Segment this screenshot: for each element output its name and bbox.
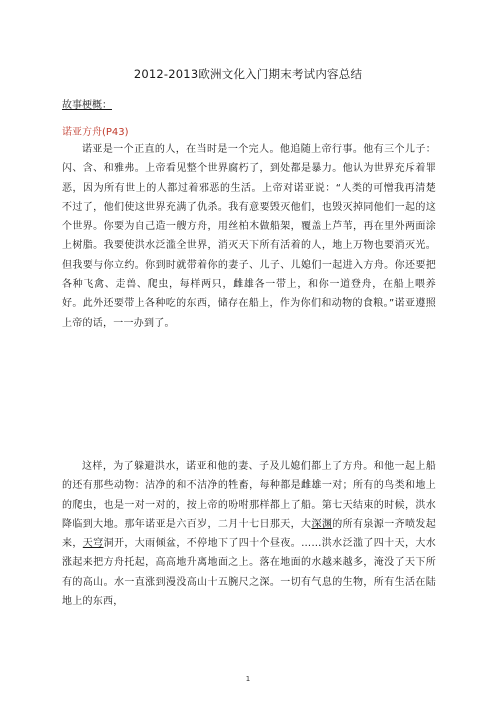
paragraph-flood-text-1: 这样，为了躲避洪水，诺亚和他的妻、子及儿媳们都上了方舟。和他一起上船的还有那些动物：洁净的和不洁净的牲畜，每种都是雌雄一对；所有的鸟类和地上的爬虫，也是一对一对的，按上帝的吩咐那样都上了船。第七天结束的时候，洪水降临到大地。那年诺亚是六百岁，二月十七日那天，大 [62, 461, 436, 530]
document-title: 2012-2013欧洲文化入门期末考试内容总结 [133, 67, 363, 81]
story-subheading: 诺亚方舟(P43) [62, 127, 129, 138]
section-heading: 故事梗概： [62, 100, 112, 111]
paragraph-flood-text-2: 的所有泉源一齐喷发起来， [62, 518, 437, 550]
paragraph-flood [62, 457, 436, 611]
paragraph-noah-intro: 诺亚是一个正直的人，在当时是一个完人。他追随上帝行事。他有三个儿子：闪、含、和雅弗。上帝看见整个世界腐朽了，到处都是暴力。他认为世界充斥着罪恶，因为所有世上的人都过着邪恶的生活。上帝对诺亚说：“人类的可憎我再清楚不过了，他们使这世界充满了仇杀。我有意要毁灭他们，也毁灭掉同他们一起的这个世界。你要为自己造一艘方舟，用丝柏木做船架，覆盖上芦苇，再在里外两面涂上树脂。我要使洪水泛滥全世界，消灭天下所有活着的人，地上万物也要消灭光。但我要与你立约。你到时就带着你的妻子、儿子、儿媳们一起进入方舟。你还要把各种飞禽、走兽、爬虫，每样两只，雌雄各一带上，和你一道登舟，在船上喂养好。此外还要带上各种吃的东西，储存在船上，作为你们和动物的食粮。”诺亚遵照上帝的话，一一办到了。 [62, 144, 436, 329]
page-number: 1 [245, 675, 251, 683]
underlined-term-abyss: 深渊 [311, 518, 333, 530]
underlined-term-firmament: 天穹 [82, 538, 104, 550]
paragraph-flood-text-3: 洞开，大雨倾盆，不停地下了四十个昼夜。……洪水泛滥了四十天，大水涨起来把方舟托起，高高地升离地面之上。落在地面的水越来越多，淹没了天下所有的高山。水一直涨到漫没高山十五腕尺之深。一切有气息的生物，所有生活在陆地上的东西， [62, 538, 437, 608]
